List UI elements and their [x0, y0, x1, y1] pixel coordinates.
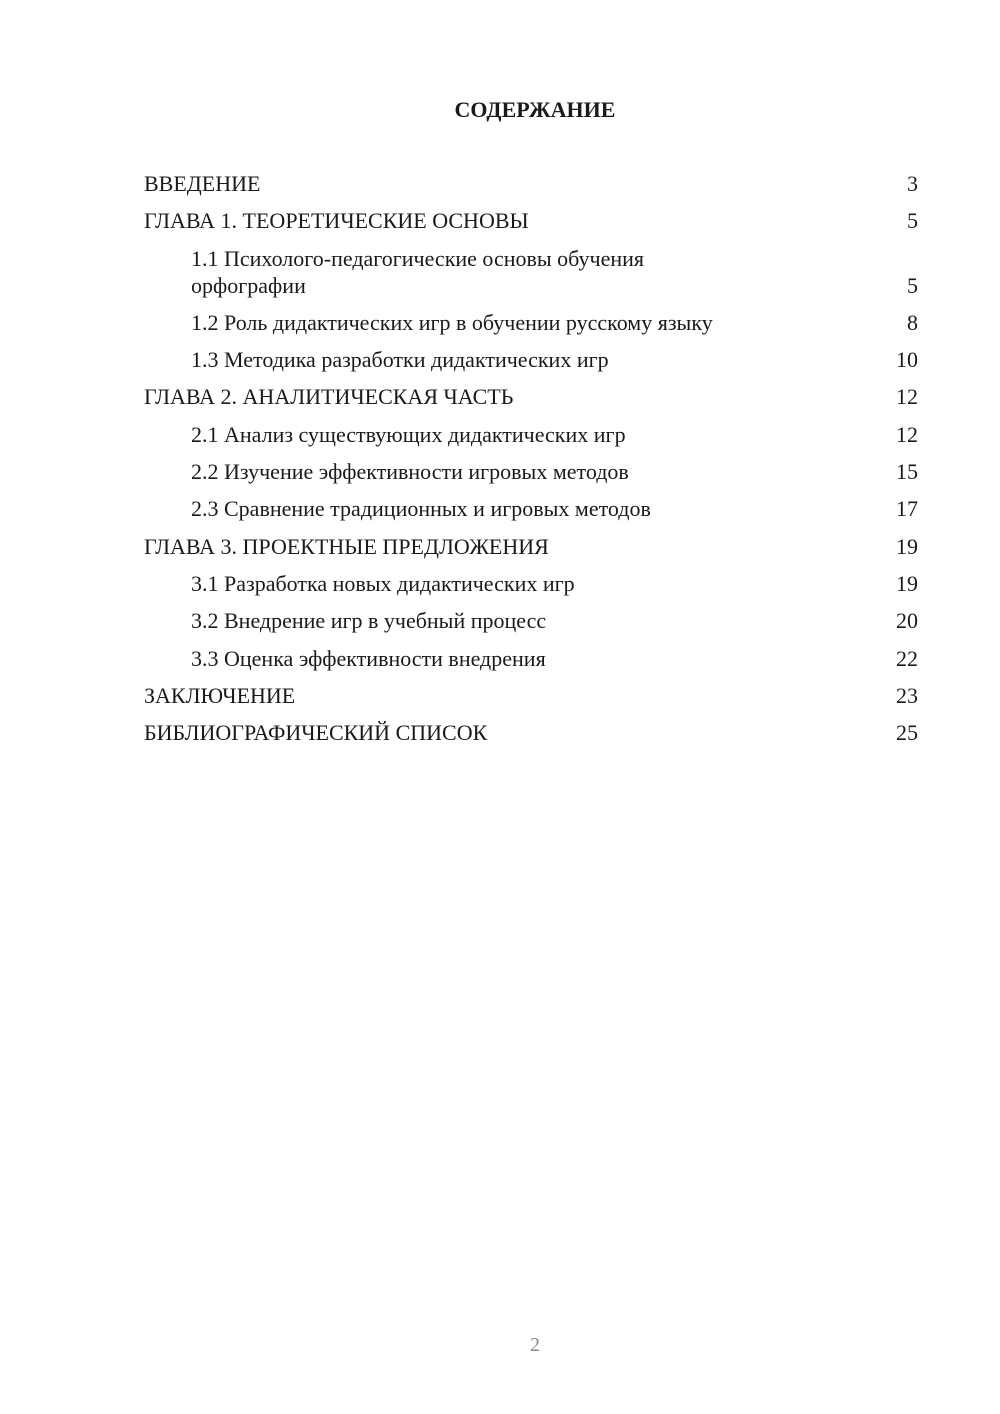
toc-entry-page: 15 [896, 459, 918, 485]
toc-entry-page: 8 [907, 309, 918, 335]
toc-entry-title: 1.2 Роль дидактических игр в обучении русскому языку [191, 309, 713, 335]
toc-subsection-entry[interactable] [144, 309, 918, 336]
table-of-contents [144, 170, 918, 756]
toc-entry-page: 20 [896, 608, 918, 634]
toc-entry-title: ГЛАВА 3. ПРОЕКТНЫЕ ПРЕДЛОЖЕНИЯ [144, 533, 549, 559]
toc-entry-title: ГЛАВА 2. АНАЛИТИЧЕСКАЯ ЧАСТЬ [144, 384, 514, 410]
toc-entry-title: 2.3 Сравнение традиционных и игровых методов [191, 496, 651, 522]
toc-subsection-entry[interactable] [144, 607, 918, 634]
toc-entry-page: 19 [896, 533, 918, 559]
toc-entry-title: 1.1 Психолого-педагогические основы обучения орфографии [191, 245, 645, 298]
toc-chapter-entry[interactable] [144, 170, 918, 197]
toc-entry-title: 3.1 Разработка новых дидактических игр [191, 570, 575, 596]
page-number: 2 [530, 1334, 540, 1356]
toc-subsection-entry[interactable] [144, 458, 918, 485]
toc-entry-title: ВВЕДЕНИЕ [144, 171, 261, 196]
page-title: СОДЕРЖАНИЕ [454, 97, 616, 122]
toc-entry-page: 23 [896, 682, 918, 708]
toc-entry-title: ЗАКЛЮЧЕНИЕ [144, 682, 296, 708]
toc-entry-page: 17 [896, 496, 918, 522]
toc-chapter-entry[interactable] [144, 719, 918, 746]
toc-entry-page: 5 [907, 208, 918, 234]
toc-entry-title: 3.3 Оценка эффективности внедрения [191, 645, 546, 671]
toc-entry-page: 3 [907, 171, 918, 196]
toc-subsection-entry[interactable] [144, 495, 918, 522]
toc-entry-title: 2.1 Анализ существующих дидактических игр [191, 421, 626, 447]
toc-subsection-entry[interactable] [144, 570, 918, 597]
toc-entry-page: 25 [896, 720, 918, 746]
toc-chapter-entry[interactable] [144, 533, 918, 560]
toc-chapter-entry[interactable] [144, 207, 918, 234]
toc-chapter-entry[interactable] [144, 383, 918, 410]
toc-entry-title: БИБЛИОГРАФИЧЕСКИЙ СПИСОК [144, 720, 488, 746]
toc-subsection-entry[interactable] [144, 645, 918, 672]
toc-subsection-entry[interactable] [144, 421, 918, 448]
toc-entry-title: 2.2 Изучение эффективности игровых методов [191, 459, 629, 485]
toc-entry-page: 10 [896, 347, 918, 373]
toc-entry-page: 22 [896, 645, 918, 671]
toc-entry-page: 5 [907, 272, 918, 298]
toc-entry-page: 12 [896, 384, 918, 410]
toc-entry-page: 12 [896, 421, 918, 447]
toc-subsection-entry[interactable] [144, 245, 918, 299]
toc-chapter-entry[interactable] [144, 682, 918, 709]
toc-entry-title: ГЛАВА 1. ТЕОРЕТИЧЕСКИЕ ОСНОВЫ [144, 208, 529, 234]
toc-entry-title: 3.2 Внедрение игр в учебный процесс [191, 608, 547, 634]
toc-entry-page: 19 [896, 570, 918, 596]
toc-entry-title: 1.3 Методика разработки дидактических игр [191, 347, 609, 373]
toc-subsection-entry[interactable] [144, 346, 918, 373]
